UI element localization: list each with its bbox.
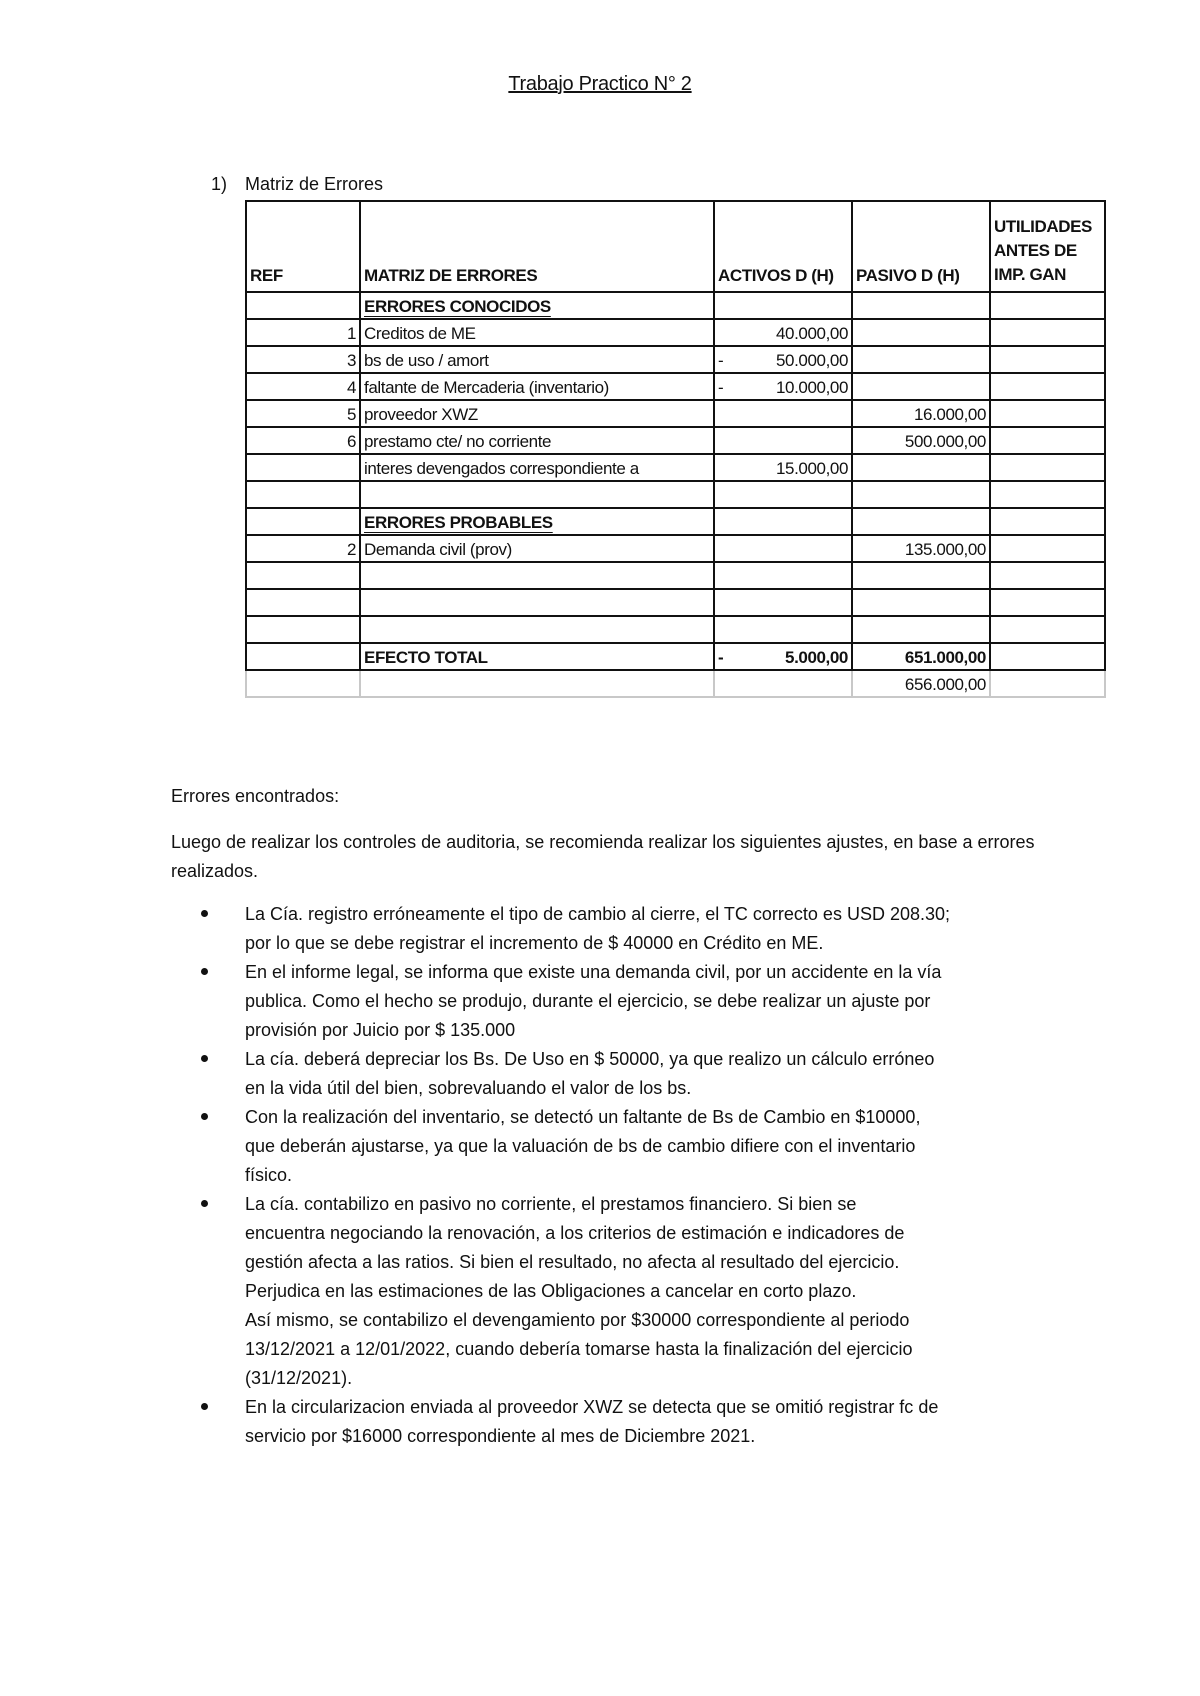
row-pasivo (852, 346, 990, 373)
row-utilidades (990, 535, 1105, 562)
row-utilidades (990, 427, 1105, 454)
header-activos: ACTIVOS D (H) (714, 201, 852, 292)
list-item-line: gestión afecta a las ratios. Si bien el resultado, no afecta al resultado del ejercicio. (245, 1252, 900, 1272)
row-desc: Demanda civil (prov) (360, 535, 714, 562)
list-item-line: La Cía. registro erróneamente el tipo de cambio al cierre, el TC correcto es USD 208.30; (245, 904, 951, 924)
list-item-line: En el informe legal, se informa que existe una demanda civil, por un accidente en la vía (245, 962, 942, 982)
header-matriz: MATRIZ DE ERRORES (360, 201, 714, 292)
row-activos: 40.000,00 (714, 319, 852, 346)
row-utilidades (990, 373, 1105, 400)
row-activos: 15.000,00 (714, 454, 852, 481)
list-item-line: En la circularizacion enviada al proveedor XWZ se detecta que se omitió registrar fc de (245, 1397, 939, 1417)
row-ref: 6 (246, 427, 360, 454)
row-ref: 1 (246, 319, 360, 346)
section-known-label: ERRORES CONOCIDOS (364, 297, 551, 316)
table-row (246, 373, 1105, 400)
section-label: Matriz de Errores (245, 174, 384, 194)
total-label: EFECTO TOTAL (360, 643, 714, 670)
empty-row (246, 481, 1105, 508)
table-row (246, 427, 1105, 454)
row-activos: - 10.000,00 (714, 373, 852, 400)
empty-row (246, 562, 1105, 589)
known-errors (246, 319, 1105, 481)
section-heading (211, 174, 383, 195)
bullet-icon (201, 1200, 208, 1207)
bullet-icon (201, 1403, 208, 1410)
row-pasivo: 500.000,00 (852, 427, 990, 454)
row-desc: prestamo cte/ no corriente (360, 427, 714, 454)
row-desc: faltante de Mercaderia (inventario) (360, 373, 714, 400)
list-item (171, 958, 1071, 1045)
bullet-icon (201, 1113, 208, 1120)
probable-errors (246, 535, 1105, 562)
table-row (246, 454, 1105, 481)
document-title: Trabajo Practico N° 2 (508, 73, 692, 95)
list-item (171, 1190, 1071, 1393)
row-utilidades (990, 400, 1105, 427)
row-utilidades (990, 319, 1105, 346)
row-pasivo (852, 319, 990, 346)
row-ref: 5 (246, 400, 360, 427)
list-item-line: 13/12/2021 a 12/01/2022, cuando debería tomarse hasta la finalización del ejercicio (245, 1339, 913, 1359)
total-activos: - 5.000,00 (714, 643, 852, 670)
list-item-line: en la vida útil del bien, sobrevaluando el valor de los bs. (245, 1078, 692, 1098)
row-activos (714, 400, 852, 427)
list-item-line: Con la realización del inventario, se detectó un faltante de Bs de Cambio en $10000, (245, 1107, 921, 1127)
total-pasivo: 651.000,00 (852, 643, 990, 670)
list-item-line: Así mismo, se contabilizo el devengamiento por $30000 correspondiente al periodo (245, 1310, 910, 1330)
list-item (171, 900, 1071, 958)
row-desc: proveedor XWZ (360, 400, 714, 427)
table-row (246, 319, 1105, 346)
list-item-line: publica. Como el hecho se produjo, durante el ejercicio, se debe realizar un ajuste por (245, 991, 931, 1011)
row-desc: bs de uso / amort (360, 346, 714, 373)
list-item (171, 1393, 1071, 1451)
row-pasivo: 135.000,00 (852, 535, 990, 562)
list-item-line: por lo que se debe registrar el incremento de $ 40000 en Crédito en ME. (245, 933, 824, 953)
total-row (246, 643, 1105, 670)
header-pasivo: PASIVO D (H) (852, 201, 990, 292)
row-desc: Creditos de ME (360, 319, 714, 346)
section-row-probable (246, 508, 1105, 535)
row-pasivo (852, 454, 990, 481)
bullet-icon (201, 1055, 208, 1062)
row-pasivo: 16.000,00 (852, 400, 990, 427)
row-activos (714, 427, 852, 454)
row-utilidades (990, 346, 1105, 373)
final-pasivo: 656.000,00 (852, 670, 990, 697)
section-number: 1) (211, 174, 228, 194)
list-item-line: La cía. contabilizo en pasivo no corriente, el prestamos financiero. Si bien se (245, 1194, 857, 1214)
list-item-line: Perjudica en las estimaciones de las Obligaciones a cancelar en corto plazo. (245, 1281, 857, 1301)
bullet-icon (201, 968, 208, 975)
section-row-known (246, 292, 1105, 319)
row-pasivo (852, 373, 990, 400)
final-row (246, 670, 1105, 697)
empty-row (246, 589, 1105, 616)
row-ref: 4 (246, 373, 360, 400)
header-utilidades: UTILIDADES ANTES DE IMP. GAN (990, 201, 1105, 292)
section-probable-label: ERRORES PROBABLES (364, 513, 553, 532)
bullet-icon (201, 910, 208, 917)
list-item (171, 1045, 1071, 1103)
row-utilidades (990, 454, 1105, 481)
error-matrix-table (245, 200, 1106, 698)
list-item-line: (31/12/2021). (245, 1368, 353, 1388)
row-activos (714, 535, 852, 562)
table-header-row (246, 201, 1105, 292)
table-row (246, 400, 1105, 427)
list-item-line: encuentra negociando la renovación, a los criterios de estimación e indicadores de (245, 1223, 905, 1243)
empty-row (246, 616, 1105, 643)
row-activos: - 50.000,00 (714, 346, 852, 373)
list-item-line: servicio por $16000 correspondiente al mes de Diciembre 2021. (245, 1426, 756, 1446)
row-desc: interes devengados correspondiente a (360, 454, 714, 481)
table-row (246, 346, 1105, 373)
row-ref: 3 (246, 346, 360, 373)
findings-list (171, 900, 1071, 1451)
list-item-line: provisión por Juicio por $ 135.000 (245, 1020, 516, 1040)
list-item-line: físico. (245, 1165, 293, 1185)
findings-heading: Errores encontrados: (171, 786, 340, 806)
findings-paragraph: Luego de realizar los controles de auditoria, se recomienda realizar los siguientes ajustes, en base a errores realizados. (171, 832, 1035, 881)
header-ref: REF (246, 201, 360, 292)
row-ref: 2 (246, 535, 360, 562)
list-item (171, 1103, 1071, 1190)
list-item-line: que deberán ajustarse, ya que la valuación de bs de cambio difiere con el inventario (245, 1136, 916, 1156)
table-row (246, 535, 1105, 562)
list-item-line: La cía. deberá depreciar los Bs. De Uso en $ 50000, ya que realizo un cálculo erróneo (245, 1049, 935, 1069)
row-ref (246, 454, 360, 481)
